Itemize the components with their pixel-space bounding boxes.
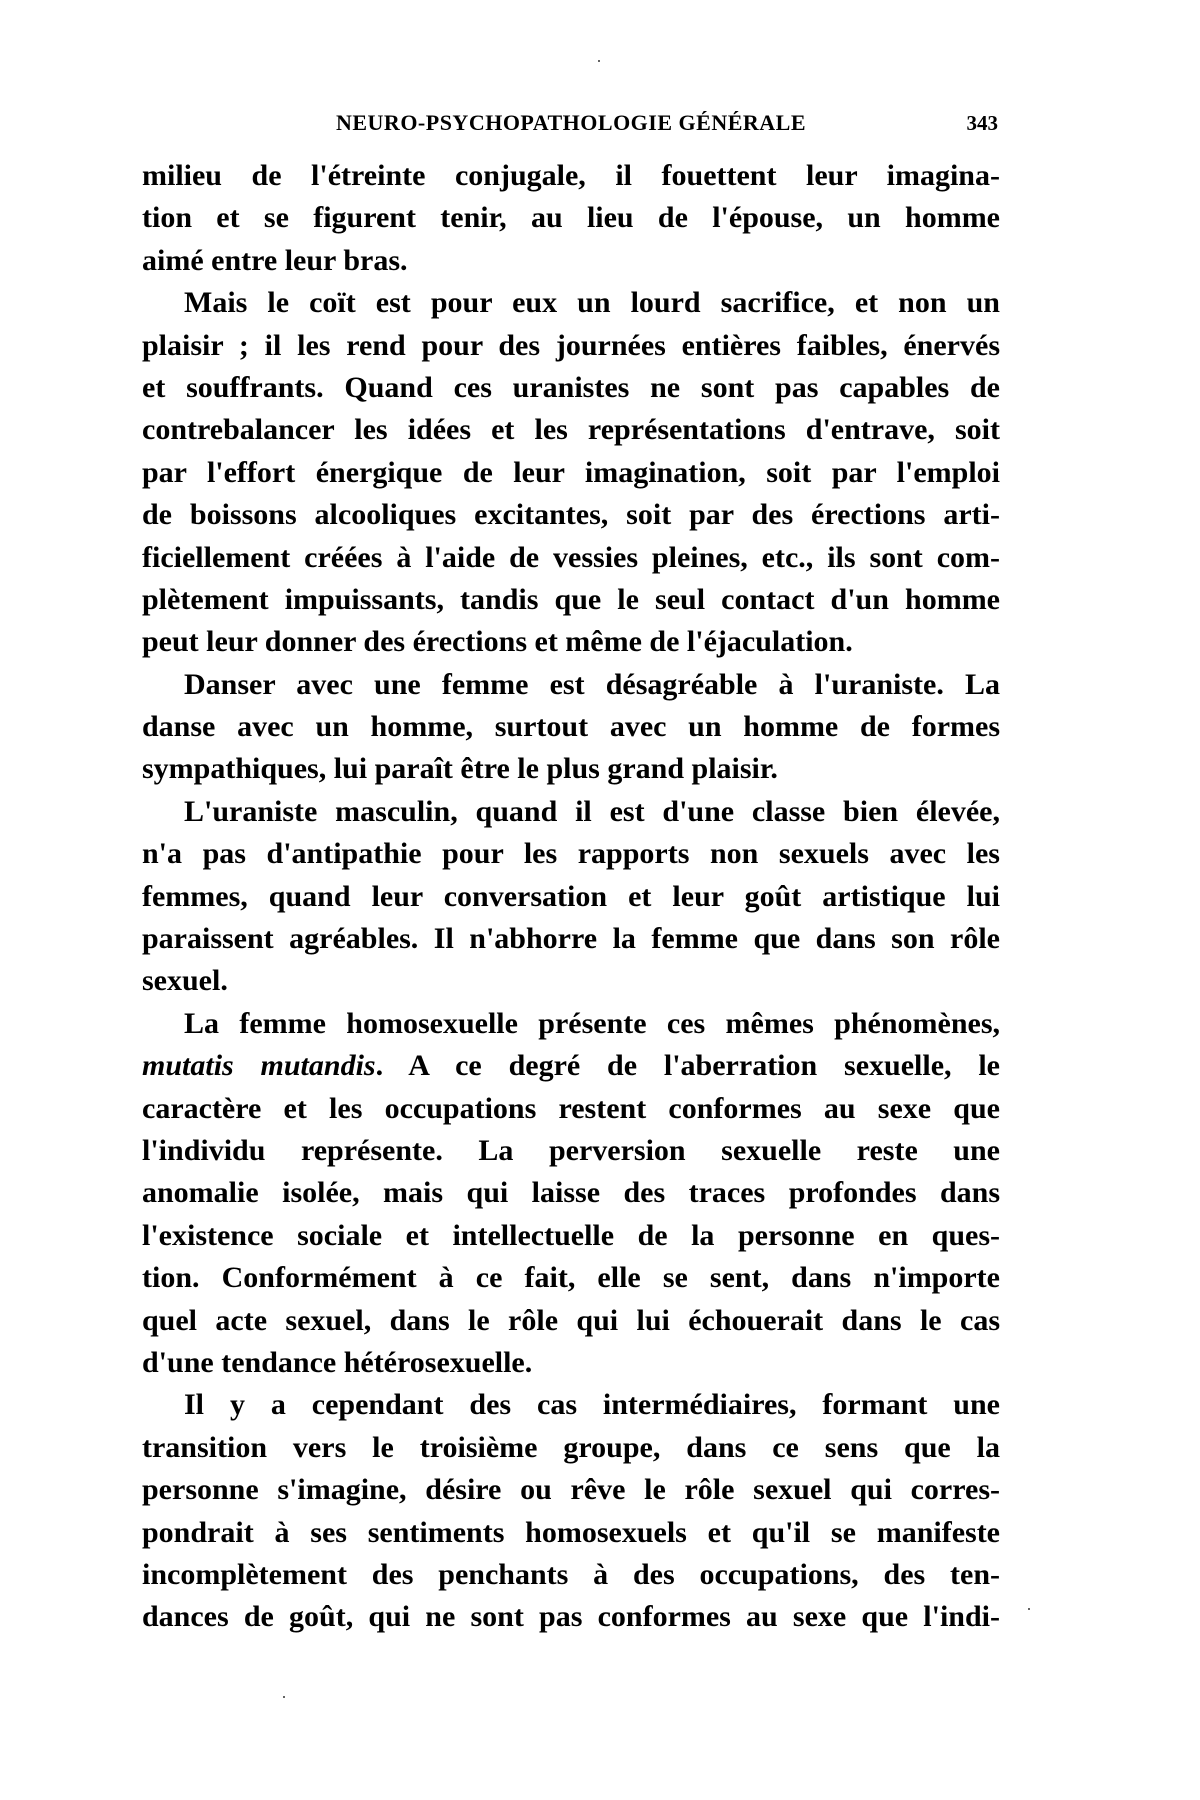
text-line: incomplètement des penchants à des occupations, des ten- <box>142 1557 1000 1591</box>
text-line: plaisir ; il les rend pour des journées entières faibles, énervés <box>142 328 1000 362</box>
text-line: par l'effort énergique de leur imagination, soit par l'emploi <box>142 455 1000 489</box>
paragraph <box>142 1384 1000 1638</box>
text-line: personne s'imagine, désire ou rêve le rôle sexuel qui corres- <box>142 1473 1000 1507</box>
text-line: et souffrants. Quand ces uranistes ne sont pas capables de <box>142 370 1000 404</box>
text-line: caractère et les occupations restent conformes au sexe que <box>142 1091 1000 1125</box>
text-line: transition vers le troisième groupe, dans ce sens que la <box>142 1430 1000 1464</box>
body-text <box>142 155 1000 1639</box>
text-line: tion et se figurent tenir, au lieu de l'épouse, un homme <box>142 201 1000 235</box>
paragraph <box>142 791 1000 1003</box>
text-line: sympathiques, lui paraît être le plus grand plaisir. <box>142 752 778 786</box>
text-line: pondrait à ses sentiments homosexuels et qu'il se manifeste <box>142 1515 1000 1549</box>
text-line: Il y a cependant des cas intermédiaires, formant une <box>184 1388 1000 1422</box>
text-line: Danser avec une femme est désagréable à l'uraniste. La <box>184 667 1000 701</box>
text-line: L'uraniste masculin, quand il est d'une classe bien élevée, <box>184 794 1000 828</box>
paragraph <box>142 1003 1000 1385</box>
text-line: contrebalancer les idées et les représentations d'entrave, soit <box>142 413 1000 447</box>
scan-speck <box>598 60 600 62</box>
text-line: anomalie isolée, mais qui laisse des traces profondes dans <box>142 1176 1000 1210</box>
text-line: peut leur donner des érections et même de l'éjaculation. <box>142 625 853 659</box>
text-line: La femme homosexuelle présente ces mêmes phénomènes, <box>184 1006 1000 1040</box>
paragraph <box>142 282 1000 664</box>
text-line: dances de goût, qui ne sont pas conformes au sexe que l'indi- <box>142 1600 1000 1634</box>
text-line: plètement impuissants, tandis que le seul contact d'un homme <box>142 582 1000 616</box>
page-header <box>142 103 1000 143</box>
scan-speck <box>283 1696 285 1698</box>
running-title: NEURO-PSYCHOPATHOLOGIE GÉNÉRALE <box>335 110 806 135</box>
scan-speck <box>1028 1608 1030 1610</box>
text-line: d'une tendance hétérosexuelle. <box>142 1345 533 1379</box>
paragraph <box>142 155 1000 282</box>
text-line: quel acte sexuel, dans le rôle qui lui échouerait dans le cas <box>142 1303 1000 1337</box>
text-line: aimé entre leur bras. <box>142 243 408 277</box>
page-number: 343 <box>966 111 998 135</box>
text-line: l'existence sociale et intellectuelle de la personne en ques- <box>142 1218 1000 1252</box>
text-line: sexuel. <box>142 964 228 998</box>
text-line: ficiellement créées à l'aide de vessies pleines, etc., ils sont com- <box>142 540 1000 574</box>
text-line: n'a pas d'antipathie pour les rapports non sexuels avec les <box>142 837 1000 871</box>
text-line: Mais le coït est pour eux un lourd sacrifice, et non un <box>184 286 1000 320</box>
paragraph <box>142 664 1000 791</box>
text-line: tion. Conformément à ce fait, elle se sent, dans n'importe <box>142 1261 1000 1295</box>
italic-phrase: mutatis mutandis <box>142 1049 376 1083</box>
text-line: mutatis mutandis. A ce degré de l'aberration sexuelle, le <box>142 1049 1000 1083</box>
text-line: paraissent agréables. Il n'abhorre la femme que dans son rôle <box>142 922 1000 956</box>
text-line: danse avec un homme, surtout avec un homme de formes <box>142 710 1000 744</box>
text-line: l'individu représente. La perversion sexuelle reste une <box>142 1133 1000 1167</box>
text-line: femmes, quand leur conversation et leur goût artistique lui <box>142 879 1000 913</box>
text-line: de boissons alcooliques excitantes, soit par des érections arti- <box>142 498 1000 532</box>
text-line: milieu de l'étreinte conjugale, il fouettent leur imagina- <box>142 159 1000 192</box>
